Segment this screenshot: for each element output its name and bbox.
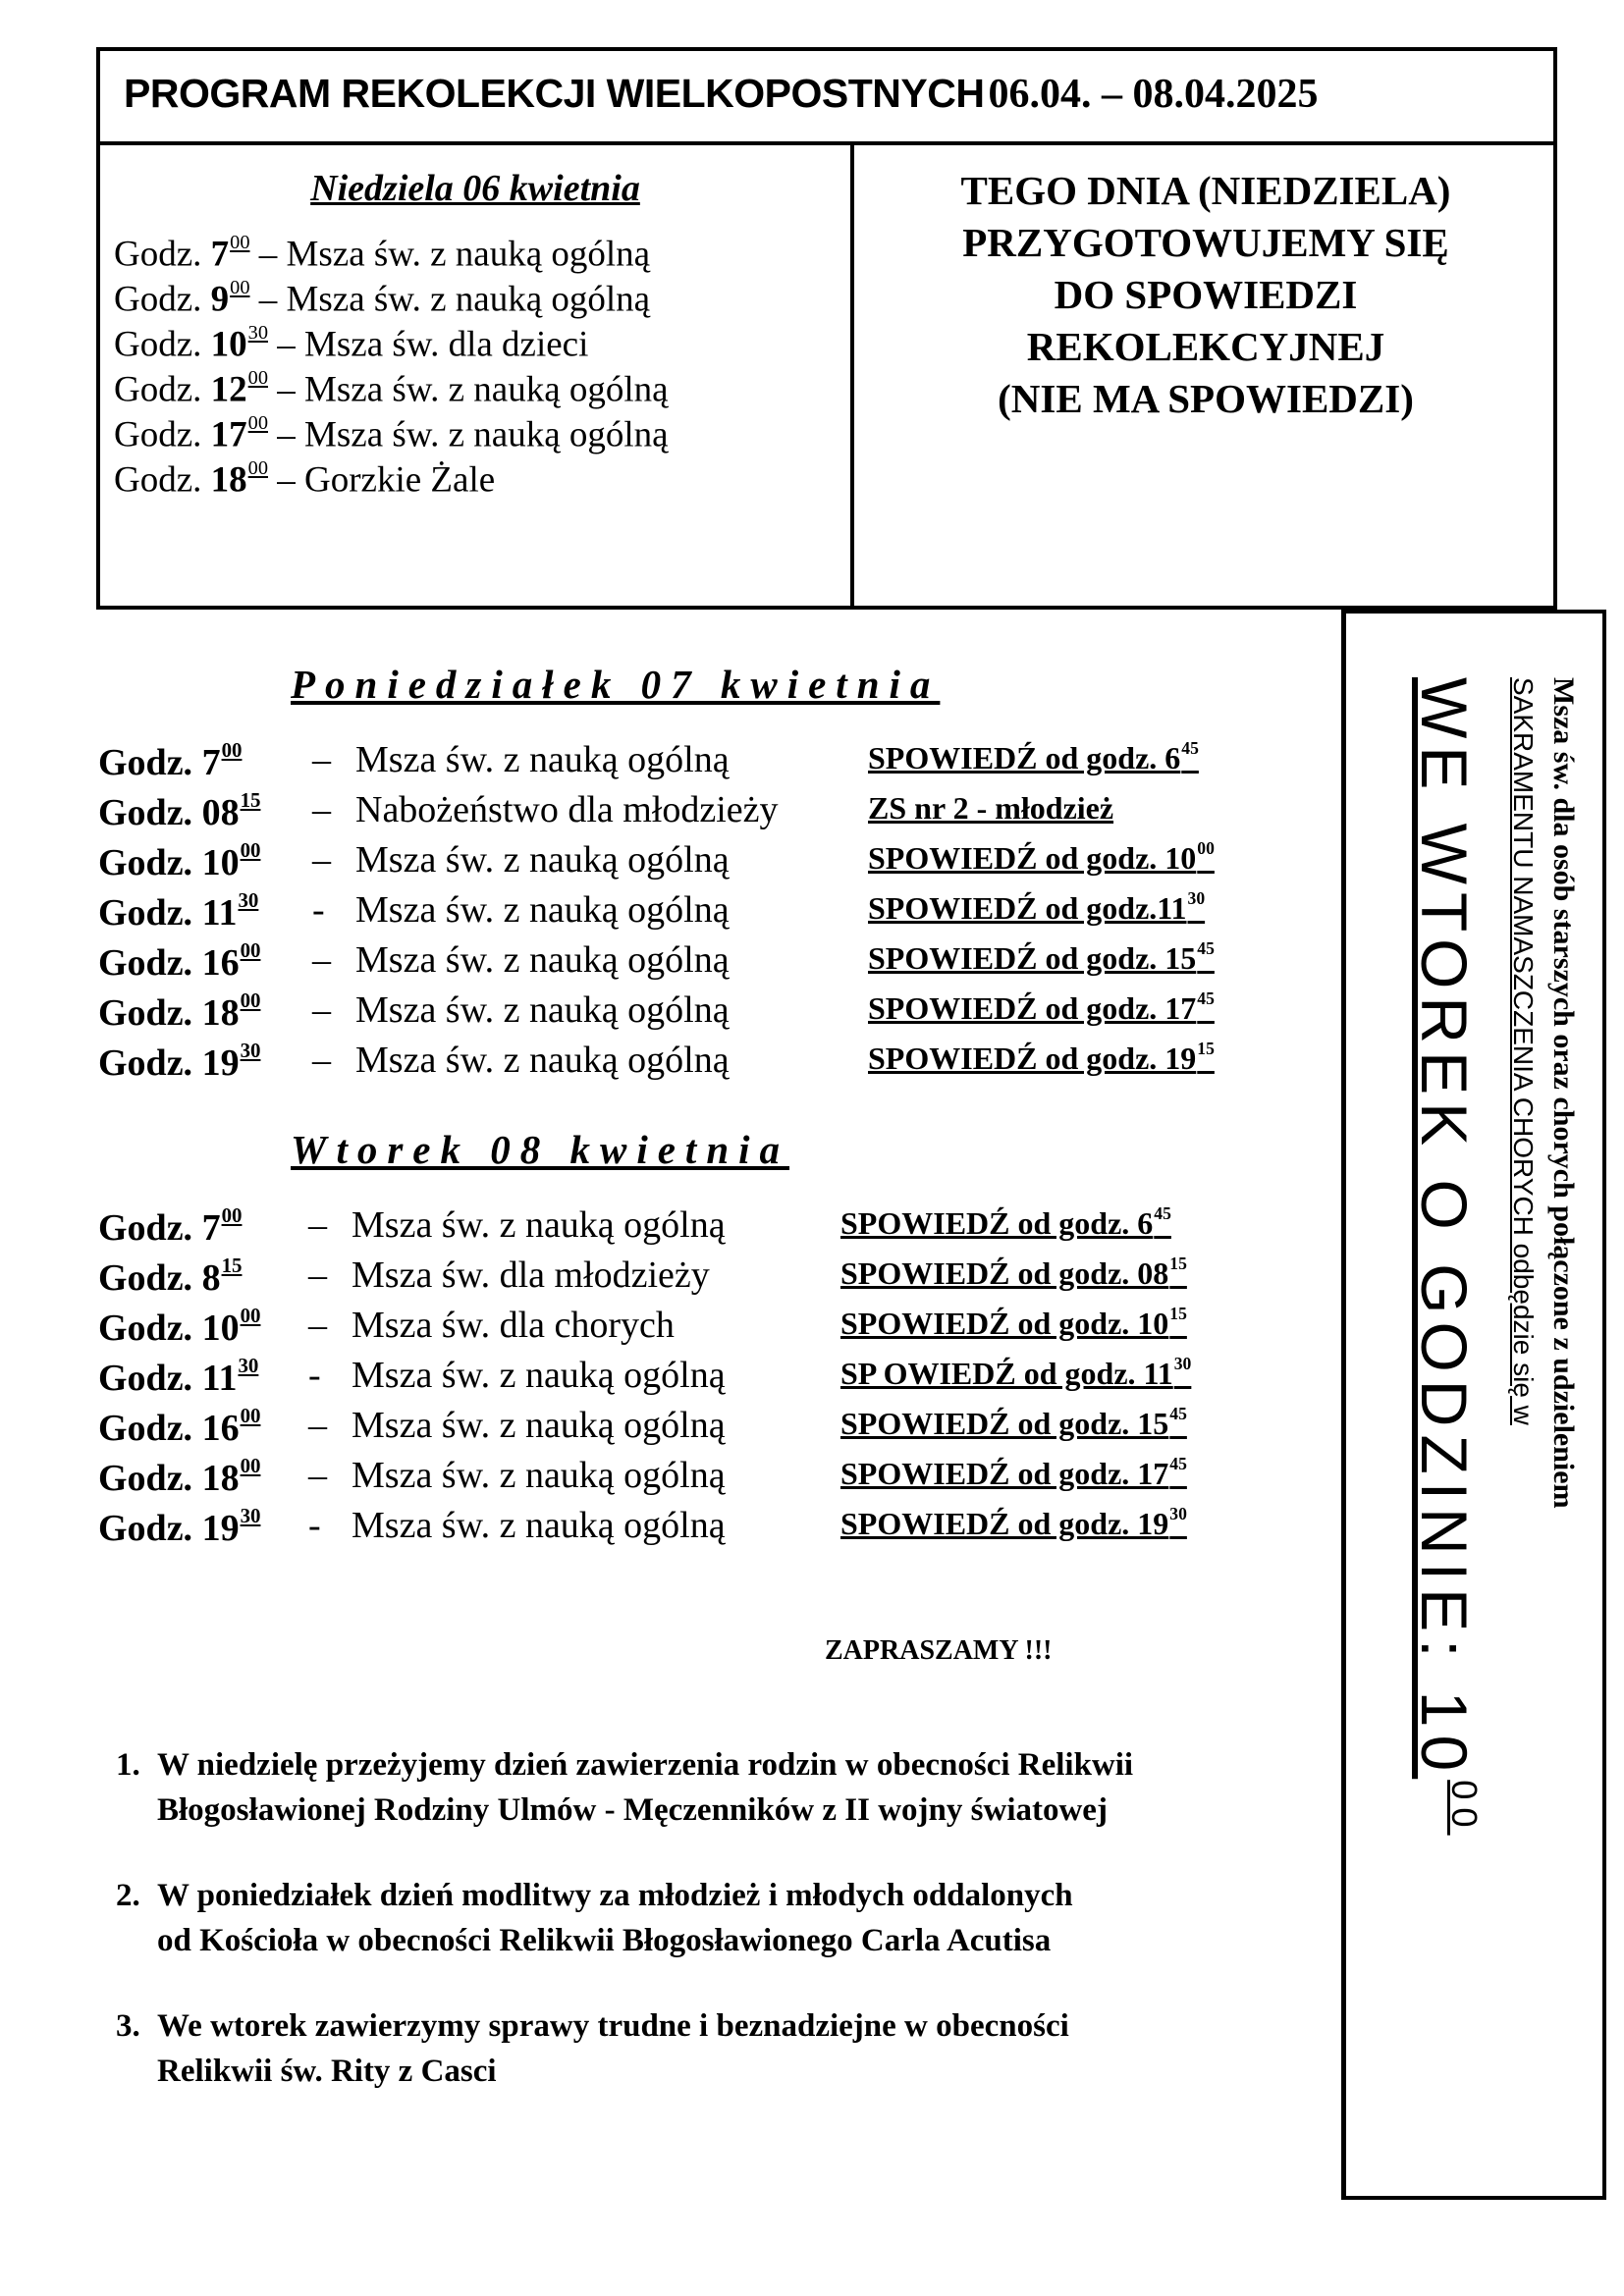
- time-hour: 08: [201, 791, 240, 833]
- time-minutes: 00: [240, 938, 261, 962]
- confession-info: [840, 1304, 1187, 1342]
- dash: –: [308, 1255, 327, 1296]
- time-cell: [98, 1404, 260, 1450]
- time-minutes: 00: [240, 1404, 261, 1427]
- item-description: Msza św. z nauką ogólną: [352, 1355, 726, 1396]
- note-item: [116, 2003, 1069, 2094]
- confession-minutes: 45: [1181, 738, 1199, 758]
- sidebar-main-text: WE WTOREK O GODZINIE: 10: [1408, 677, 1482, 1780]
- schedule-row: [98, 838, 1326, 887]
- item-description: Msza św. z nauką ogólną: [352, 1505, 726, 1546]
- item-description: Msza św. z nauką ogólną: [352, 1405, 726, 1446]
- tuesday-heading: Wtorek 08 kwietnia: [291, 1127, 790, 1172]
- item-description: Msza św. z nauką ogólną: [355, 939, 730, 981]
- time-prefix: Godz.: [98, 1256, 193, 1299]
- note-number: 2.: [116, 1878, 140, 1913]
- time-cell: [98, 788, 260, 834]
- confession-info: [868, 738, 1199, 776]
- time-cell: [98, 838, 260, 884]
- dash: –: [308, 1305, 327, 1346]
- time-hour: 16: [201, 1407, 240, 1449]
- note-number: 3.: [116, 2008, 140, 2044]
- sidebar-line-2: SAKRAMENTU NAMASZCZENIA CHORYCH odbędzie się w: [1508, 677, 1539, 1425]
- note-item: [116, 1873, 1073, 1963]
- confession-minutes: 45: [1197, 988, 1215, 1008]
- note-item: [116, 1742, 1133, 1833]
- sidebar-line-1: Msza św. dla osób starszych oraz chorych połączone z udzieleniem: [1547, 677, 1580, 1509]
- confession-text: SP OWIEDŹ od godz. 11: [840, 1355, 1173, 1391]
- schedule-row: [98, 1504, 1326, 1553]
- dash: –: [312, 939, 331, 981]
- item-description: Msza św. z nauką ogólną: [355, 1040, 730, 1081]
- time-prefix: Godz.: [98, 941, 193, 984]
- confession-info: [840, 1203, 1171, 1242]
- header-box: [96, 47, 1557, 145]
- sunday-item: [114, 446, 495, 503]
- confession-info: [868, 888, 1205, 927]
- time-prefix: Godz.: [98, 741, 193, 783]
- time-prefix: Godz.: [114, 234, 202, 275]
- confession-info: [840, 1454, 1187, 1492]
- item-description: Msza św. dla młodzieży: [352, 1255, 710, 1296]
- time-minutes: 00: [247, 457, 268, 479]
- time-minutes: 00: [221, 738, 243, 762]
- confession-minutes: 00: [1197, 838, 1215, 858]
- invitation-text: ZAPRASZAMY !!!: [825, 1635, 1053, 1666]
- time-hour: 19: [201, 1041, 240, 1084]
- time-prefix: Godz.: [98, 1407, 193, 1449]
- time-prefix: Godz.: [98, 891, 193, 934]
- item-description: Msza św. z nauką ogólną: [355, 889, 730, 931]
- time-hour: 7: [201, 741, 221, 783]
- time-prefix: Godz.: [98, 1457, 193, 1499]
- item-description: Msza św. z nauką ogólną: [352, 1455, 726, 1496]
- confession-minutes: 45: [1154, 1203, 1171, 1223]
- confession-info: [868, 1039, 1215, 1077]
- time-hour: 18: [201, 1457, 240, 1499]
- confession-minutes: 30: [1173, 1354, 1192, 1373]
- confession-text: SPOWIEDŹ od godz. 10: [868, 839, 1197, 876]
- time-prefix: Godz.: [98, 1206, 193, 1249]
- time-hour: 11: [201, 1357, 238, 1399]
- dash: –: [312, 839, 331, 881]
- time-prefix: Godz.: [98, 1041, 193, 1084]
- time-minutes: 30: [247, 322, 268, 344]
- sunday-box: [96, 143, 1557, 610]
- item-description: Nabożeństwo dla młodzieży: [355, 789, 779, 830]
- time-prefix: Godz.: [114, 414, 202, 455]
- time-minutes: 15: [221, 1254, 243, 1277]
- confession-text: SPOWIEDŹ od godz. 15: [868, 939, 1197, 976]
- confession-minutes: 45: [1169, 1454, 1187, 1473]
- time-cell: [98, 1203, 242, 1250]
- sidebar-main-min: 00: [1444, 1780, 1485, 1836]
- time-minutes: 00: [240, 1304, 261, 1327]
- time-hour: 17: [210, 414, 247, 455]
- notice-line: PRZYGOTOWUJEMY SIĘ: [962, 220, 1449, 265]
- time-cell: [98, 1504, 260, 1550]
- dash: –: [312, 789, 331, 830]
- confession-info: [840, 1354, 1191, 1392]
- note-line: Relikwii św. Rity z Casci: [157, 2054, 497, 2089]
- time-minutes: 00: [230, 277, 250, 298]
- monday-heading: Poniedziałek 07 kwietnia: [291, 662, 941, 707]
- notice-line: DO SPOWIEDZI: [1054, 272, 1358, 317]
- confession-text: SPOWIEDŹ od godz. 19: [840, 1505, 1169, 1541]
- schedule-row: [98, 788, 1326, 837]
- time-cell: [98, 1354, 258, 1400]
- confession-info: [840, 1254, 1187, 1292]
- note-line: od Kościoła w obecności Relikwii Błogosławionego Carla Acutisa: [157, 1923, 1052, 1958]
- time-hour: 18: [210, 459, 247, 501]
- confession-text: SPOWIEDŹ od godz. 17: [868, 989, 1197, 1026]
- dash: –: [308, 1455, 327, 1496]
- confession-minutes: 30: [1169, 1504, 1187, 1523]
- time-minutes: 00: [240, 838, 261, 862]
- sidebar-main: [1407, 677, 1485, 1836]
- notice-line: TEGO DNIA (NIEDZIELA): [960, 168, 1451, 213]
- time-prefix: Godz.: [98, 1507, 193, 1549]
- confession-minutes: 45: [1197, 938, 1215, 958]
- dash: –: [308, 1405, 327, 1446]
- confession-text: SPOWIEDŹ od godz. 6: [840, 1204, 1154, 1241]
- confession-minutes: 15: [1169, 1254, 1187, 1273]
- dash: –: [312, 1040, 331, 1081]
- confession-text: SPOWIEDŹ od godz. 19: [868, 1040, 1197, 1076]
- title-main: PROGRAM REKOLEKCJI WIELKOPOSTNYCH: [124, 71, 985, 116]
- confession-minutes: 45: [1169, 1404, 1187, 1423]
- time-minutes: 00: [221, 1203, 243, 1227]
- note-number: 1.: [116, 1747, 140, 1783]
- time-prefix: Godz.: [114, 279, 202, 320]
- dash: –: [308, 1204, 327, 1246]
- schedule-row: [98, 1354, 1326, 1403]
- confession-info: [840, 1504, 1187, 1542]
- time-hour: 16: [201, 941, 240, 984]
- confession-info: [868, 838, 1215, 877]
- time-hour: 10: [210, 324, 247, 365]
- item-description: Msza św. dla chorych: [352, 1305, 675, 1346]
- time-cell: [98, 738, 242, 784]
- time-prefix: Godz.: [98, 1307, 193, 1349]
- schedule-row: [98, 1039, 1326, 1088]
- item-description: – Msza św. z nauką ogólną: [277, 369, 669, 410]
- schedule-row: [98, 1203, 1326, 1253]
- item-description: Msza św. z nauką ogólną: [355, 739, 730, 780]
- confession-text: SPOWIEDŹ od godz. 17: [840, 1455, 1169, 1491]
- dash: -: [308, 1505, 321, 1546]
- item-description: Msza św. z nauką ogólną: [352, 1204, 726, 1246]
- time-hour: 7: [210, 234, 230, 275]
- time-cell: [98, 1254, 242, 1300]
- dash: -: [308, 1355, 321, 1396]
- time-minutes: 00: [240, 1454, 261, 1477]
- time-minutes: 00: [247, 412, 268, 434]
- item-description: – Msza św. z nauką ogólną: [258, 279, 651, 320]
- schedule-row: [98, 938, 1326, 988]
- time-prefix: Godz.: [98, 991, 193, 1034]
- confession-text: SPOWIEDŹ od godz. 10: [840, 1305, 1169, 1341]
- item-description: – Msza św. z nauką ogólną: [277, 414, 669, 455]
- time-prefix: Godz.: [114, 369, 202, 410]
- time-cell: [98, 1039, 260, 1085]
- confession-minutes: 30: [1187, 888, 1206, 908]
- time-prefix: Godz.: [98, 841, 193, 883]
- time-minutes: 30: [238, 888, 259, 912]
- item-description: – Msza św. dla dzieci: [277, 324, 589, 365]
- schedule-row: [98, 1404, 1326, 1453]
- time-cell: [98, 1304, 260, 1350]
- item-description: – Gorzkie Żale: [277, 459, 496, 501]
- confession-minutes: 15: [1197, 1039, 1215, 1058]
- confession-info: [868, 788, 1114, 827]
- time-minutes: 15: [240, 788, 261, 812]
- confession-text: SPOWIEDŹ od godz.11: [868, 889, 1187, 926]
- confession-info: [840, 1404, 1187, 1442]
- title-dates: 06.04. – 08.04.2025: [988, 72, 1319, 117]
- schedule-row: [98, 738, 1326, 787]
- note-line: We wtorek zawierzymy sprawy trudne i beznadziejne w obecności: [157, 2008, 1069, 2044]
- time-hour: 9: [210, 279, 230, 320]
- time-hour: 11: [201, 891, 238, 934]
- item-description: Msza św. z nauką ogólną: [355, 989, 730, 1031]
- item-description: – Msza św. z nauką ogólną: [258, 234, 651, 275]
- time-prefix: Godz.: [98, 791, 193, 833]
- confession-minutes: 15: [1169, 1304, 1187, 1323]
- sunday-notice: [854, 165, 1557, 425]
- confession-text: ZS nr 2 - młodzież: [868, 789, 1114, 826]
- time-minutes: 00: [240, 988, 261, 1012]
- time-minutes: 30: [238, 1354, 259, 1377]
- time-hour: 7: [201, 1206, 221, 1249]
- note-line: Błogosławionej Rodziny Ulmów - Męczenników z II wojny światowej: [157, 1792, 1108, 1828]
- time-prefix: Godz.: [114, 324, 202, 365]
- dash: –: [312, 739, 331, 780]
- schedule-row: [98, 1304, 1326, 1353]
- time-hour: 10: [201, 1307, 240, 1349]
- time-hour: 12: [210, 369, 247, 410]
- dash: –: [312, 989, 331, 1031]
- time-cell: [98, 1454, 260, 1500]
- confession-text: SPOWIEDŹ od godz. 15: [840, 1405, 1169, 1441]
- time-cell: [98, 888, 258, 934]
- sidebar-rotated-text: [1352, 677, 1588, 2101]
- notice-line: REKOLEKCYJNEJ: [1026, 324, 1385, 369]
- confession-info: [868, 938, 1215, 977]
- item-description: Msza św. z nauką ogólną: [355, 839, 730, 881]
- time-hour: 19: [201, 1507, 240, 1549]
- time-hour: 8: [201, 1256, 221, 1299]
- note-line: W poniedziałek dzień modlitwy za młodzież i młodych oddalonych: [157, 1878, 1073, 1913]
- schedule-row: [98, 988, 1326, 1038]
- time-minutes: 00: [247, 367, 268, 389]
- time-minutes: 30: [240, 1039, 261, 1062]
- notice-line: (NIE MA SPOWIEDZI): [998, 376, 1414, 421]
- time-minutes: 00: [230, 232, 250, 253]
- confession-info: [868, 988, 1215, 1027]
- time-hour: 18: [201, 991, 240, 1034]
- dash: -: [312, 889, 325, 931]
- time-hour: 10: [201, 841, 240, 883]
- time-prefix: Godz.: [98, 1357, 193, 1399]
- time-cell: [98, 988, 260, 1035]
- time-minutes: 30: [240, 1504, 261, 1527]
- confession-text: SPOWIEDŹ od godz. 6: [868, 739, 1181, 775]
- time-cell: [98, 938, 260, 985]
- page-title: [100, 71, 1553, 118]
- schedule-row: [98, 888, 1326, 937]
- confession-text: SPOWIEDŹ od godz. 08: [840, 1255, 1169, 1291]
- time-prefix: Godz.: [114, 459, 202, 501]
- note-line: W niedzielę przeżyjemy dzień zawierzenia rodzin w obecności Relikwii: [157, 1747, 1134, 1783]
- sunday-heading: Niedziela 06 kwietnia: [310, 168, 640, 209]
- schedule-row: [98, 1254, 1326, 1303]
- schedule-row: [98, 1454, 1326, 1503]
